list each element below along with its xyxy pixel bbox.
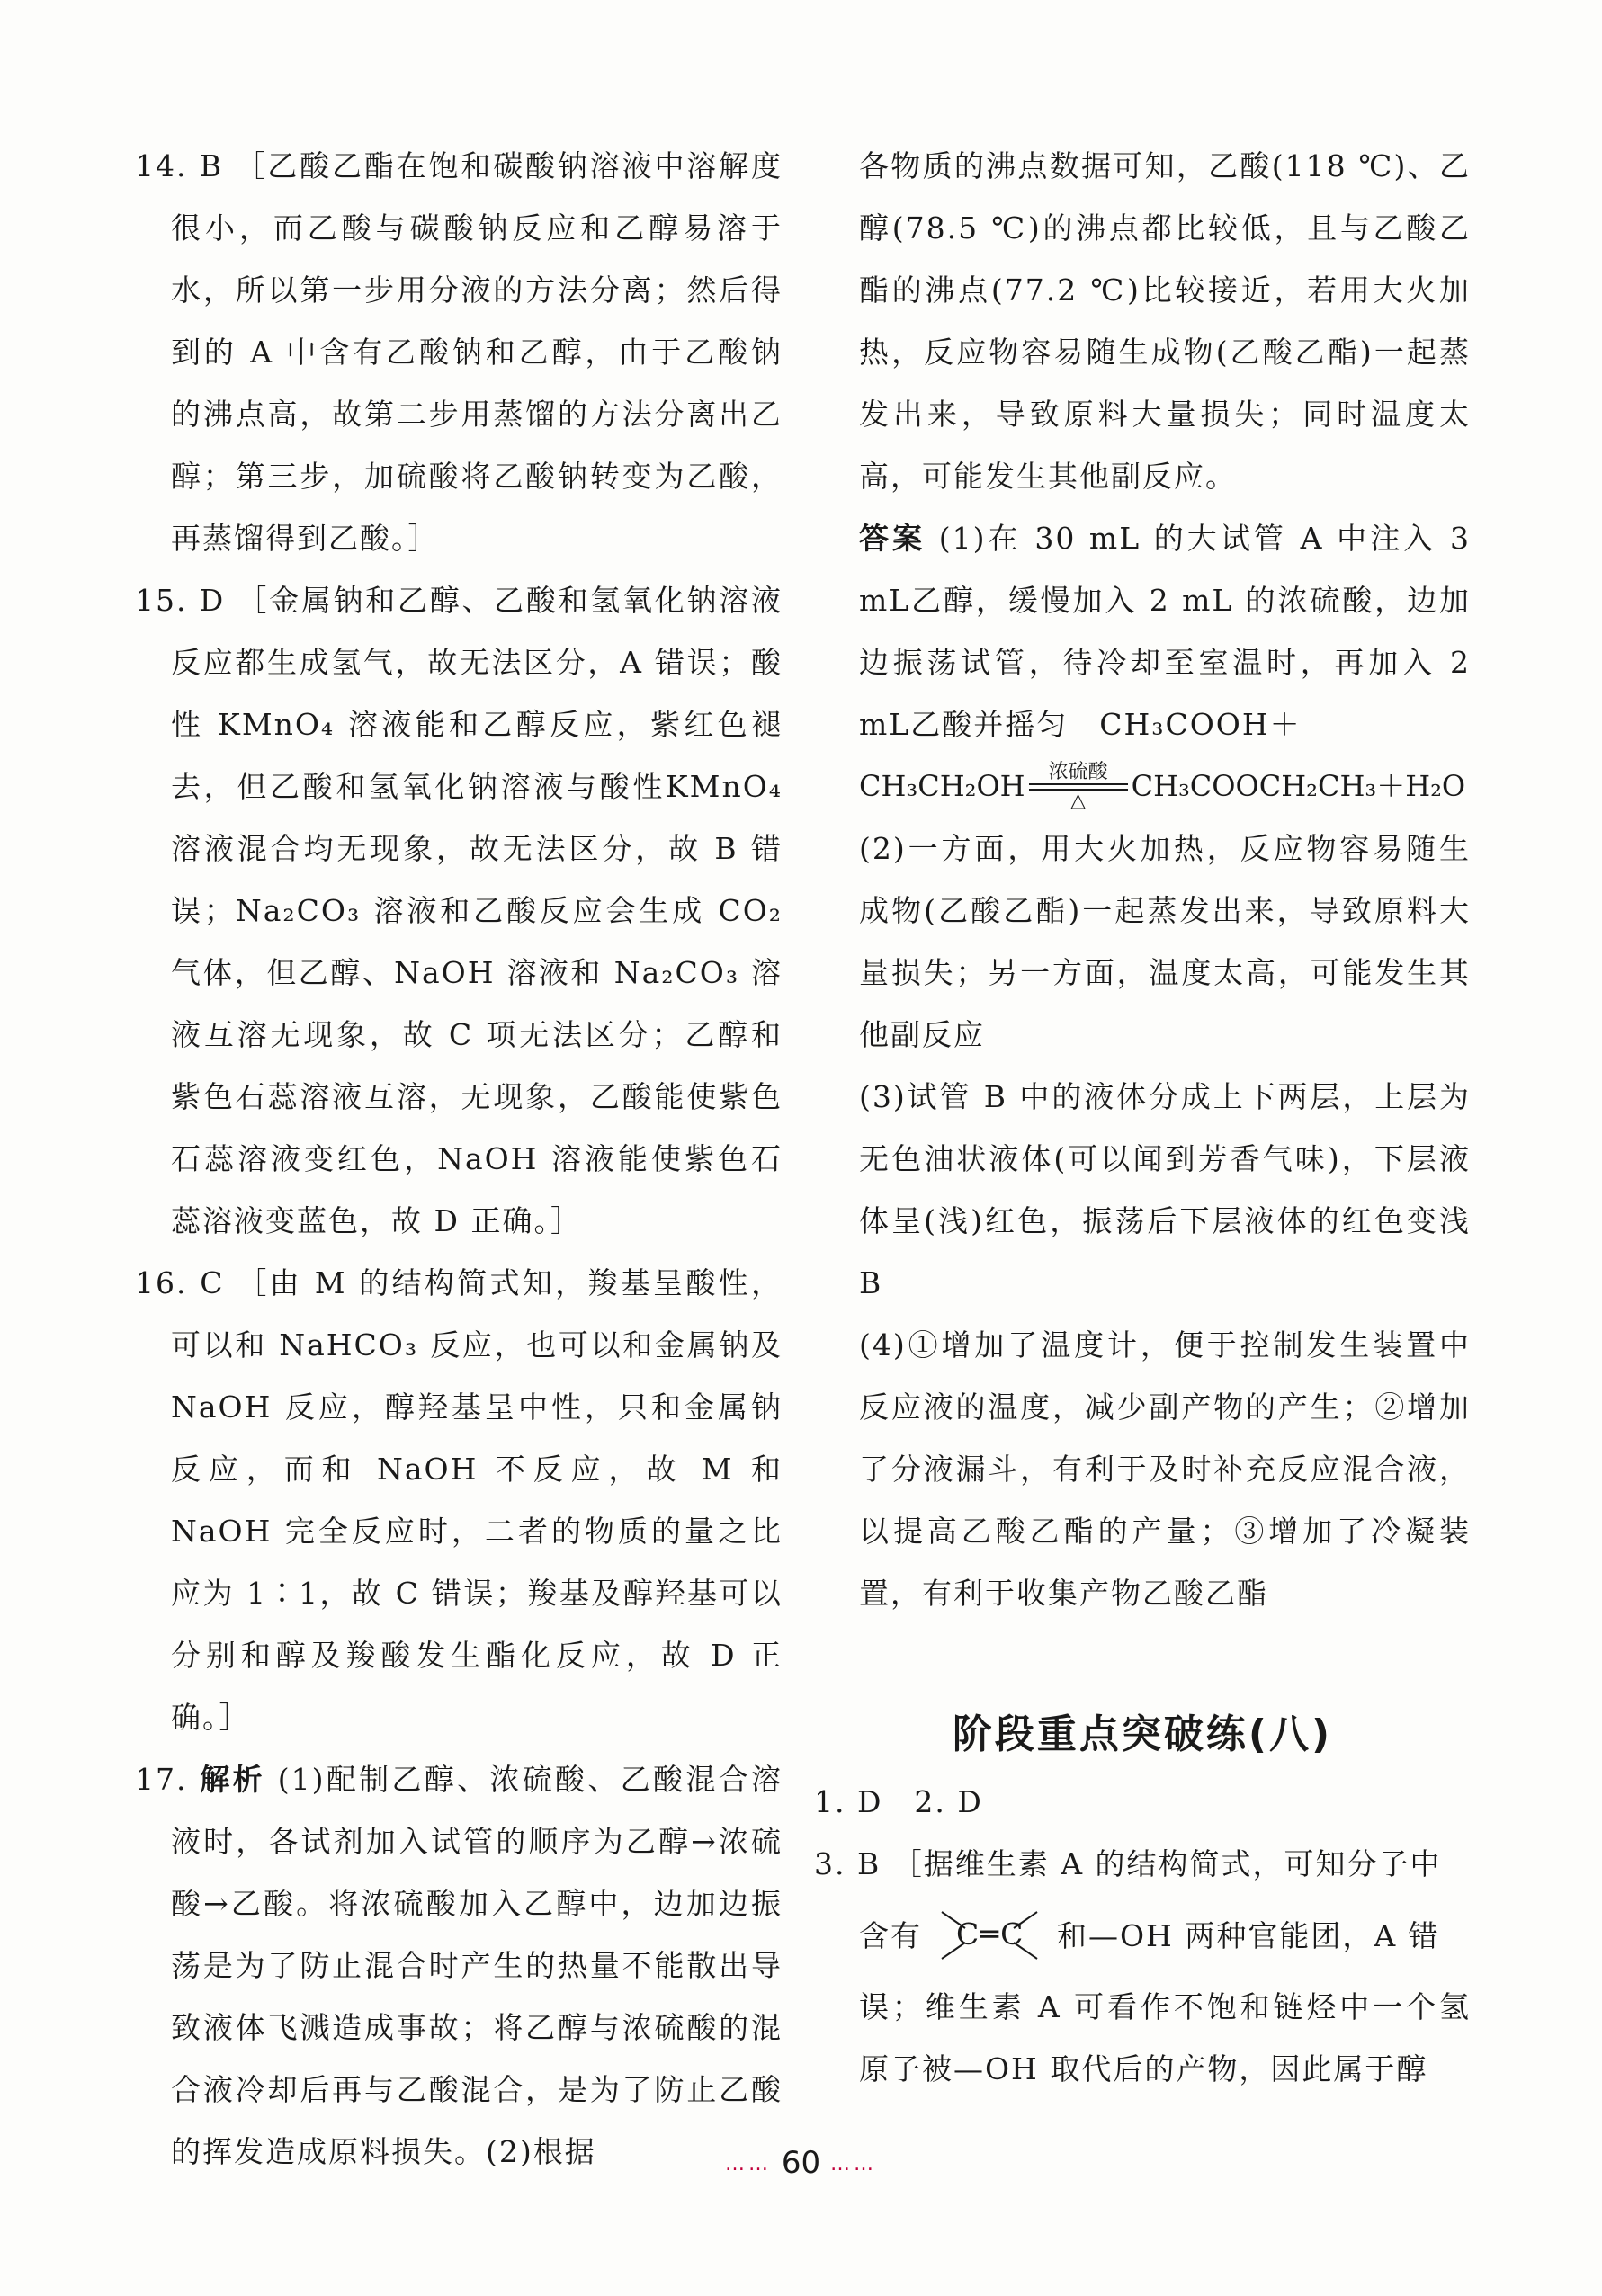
answer-14-text: ［乙酸乙酯在饱和碳酸钠溶液中溶解度很小，而乙酸与碳酸钠反应和乙醇易溶于水，所以第一步用分液的方法分离；然后得到的 A 中含有乙酸钠和乙醇，由于乙酸钠的沸点高，故第二步用蒸馏的方法分离出乙醇；第三步，加硫酸将乙酸钠转变为乙酸，再蒸馏得到乙酸。］ — [171, 148, 783, 556]
section-answer-3 — [814, 1833, 1471, 1895]
answer-tag: 答案 — [859, 521, 926, 556]
answer-1-text: (1)在 30 mL 的大试管 A 中注入 3 mL乙醇，缓慢加入 2 mL 的浓硫酸，边加边振荡试管，待冷却至室温时，再加入 2 mL乙酸并摇匀 CH₃COOH＋ — [859, 521, 1471, 742]
page-number: 60 — [781, 2145, 821, 2181]
answer-17-answer-4: (4)①增加了温度计，便于控制发生装置中反应液的温度，减少副产物的产生；②增加了分液漏斗，有利于及时补充反应混合液，以提高乙酸乙酯的产量；③增加了冷凝装置，有利于收集产物乙酸乙酯 — [859, 1327, 1471, 1611]
answer-3-structure-line — [814, 1895, 1471, 1976]
answer-14-label: 14. B — [135, 148, 224, 183]
section-answers-1-2: 1. D 2. D — [814, 1784, 983, 1819]
answer-17-answer-2: (2)一方面，用大火加热，反应物容易随生成物(乙酸乙酯)一起蒸发出来，导致原料大量损失；另一方面，温度太高，可能发生其他副反应 — [859, 831, 1471, 1052]
answer-17-label: 17. — [135, 1762, 188, 1797]
answer-3-text-b-post: 和—OH 两种官能团，A 错 — [1057, 1917, 1440, 1953]
answer-17-answer-1 — [859, 507, 1471, 755]
answer-17-tag: 解析 — [200, 1762, 265, 1797]
equation-product: CH₃COOCH₂CH₃＋H₂O — [1131, 769, 1466, 803]
answer-15-label: 15. D — [135, 583, 226, 618]
answer-15-text: ［金属钠和乙醇、乙酸和氢氧化钠溶液反应都生成氢气，故无法区分，A 错误；酸性 KMnO₄ 溶液能和乙醇反应，紫红色褪去，但乙酸和氢氧化钠溶液与酸性KMnO₄溶液混合均无现象，故无法区分，故 B 错误；Na₂CO₃ 溶液和乙酸反应会生成 CO₂ 气体，但乙醇、NaOH 溶液和 Na₂CO₃ 溶液互溶无现象，故 C 项无法区分；乙醇和紫色石蕊溶液互溶，无现象，乙酸能使紫色石蕊溶液变红色，NaOH 溶液能使紫色石蕊溶液变蓝色，故 D 正确。］ — [171, 583, 783, 1238]
answer-16 — [135, 1252, 783, 1748]
answer-3-text-a: ［据维生素 A 的结构简式，可知分子中 — [891, 1846, 1442, 1881]
section-title: 阶段重点突破练(八) — [952, 1711, 1333, 1757]
page-footer — [0, 2145, 1602, 2181]
footer-dots-left: …… — [725, 2153, 773, 2175]
arrow-condition-bottom: △ — [1070, 789, 1087, 812]
answer-17-answer-3: (3)试管 B 中的液体分成上下两层，上层为无色油状液体(可以闻到芳香气味)，下层液体呈(浅)红色，振荡后下层液体的红色变浅 B — [859, 1079, 1502, 1300]
double-bond-label: C═C — [956, 1916, 1025, 1952]
left-column — [135, 135, 783, 2183]
answer-17-text: (1)配制乙醇、浓硫酸、乙酸混合溶液时，各试剂加入试管的顺序为乙醇→浓硫酸→乙酸。将浓硫酸加入乙醇中，边加边振荡是为了防止混合时产生的热量不能散出导致液体飞溅造成事故；将乙醇与浓硫酸的混合液冷却后再与乙酸混合，是为了防止乙酸的挥发造成原料损失。(2)根据 — [171, 1762, 783, 2169]
answer-3-text-b-pre: 含有 — [859, 1917, 922, 1953]
arrow-condition-top: 浓硫酸 — [1048, 760, 1108, 783]
right-column — [859, 135, 1502, 1624]
right-column-lower — [814, 1691, 1471, 2100]
answer-17-continued: 各物质的沸点数据可知，乙酸(118 ℃)、乙醇(78.5 ℃)的沸点都比较低，且与乙酸乙酯的沸点(77.2 ℃)比较接近，若用大火加热，反应物容易随生成物(乙酸乙酯)一起蒸发出来，导致原料大量损失；同时温度太高，可能发生其他副反应。 — [859, 148, 1471, 494]
answer-16-text: ［由 M 的结构简式知，羧基呈酸性，可以和 NaHCO₃ 反应，也可以和金属钠及 NaOH 反应，醇羟基呈中性，只和金属钠反应，而和 NaOH 不反应，故 M 和 NaOH 完全反应时，二者的物质的量之比应为 1∶1，故 C 错误；羧基及醇羟基可以分别和醇及羧酸发生酯化反应，故 D 正确。］ — [171, 1265, 783, 1735]
answer-3-text-c: 误；维生素 A 可看作不饱和链烃中一个氢原子被—OH 取代后的产物，因此属于醇 — [859, 1989, 1471, 2086]
answer-16-label: 16. C — [135, 1265, 225, 1300]
answer-17 — [135, 1748, 783, 2183]
answer-3-label: 3. B — [814, 1846, 882, 1881]
double-bond-structure — [922, 1908, 1057, 1962]
answer-15 — [135, 569, 783, 1252]
esterification-equation — [859, 755, 1471, 817]
answer-14 — [135, 135, 783, 569]
reaction-arrow — [1029, 762, 1128, 812]
equation-reactant: CH₃CH₂OH — [859, 769, 1025, 803]
footer-dots-right: …… — [829, 2153, 877, 2175]
